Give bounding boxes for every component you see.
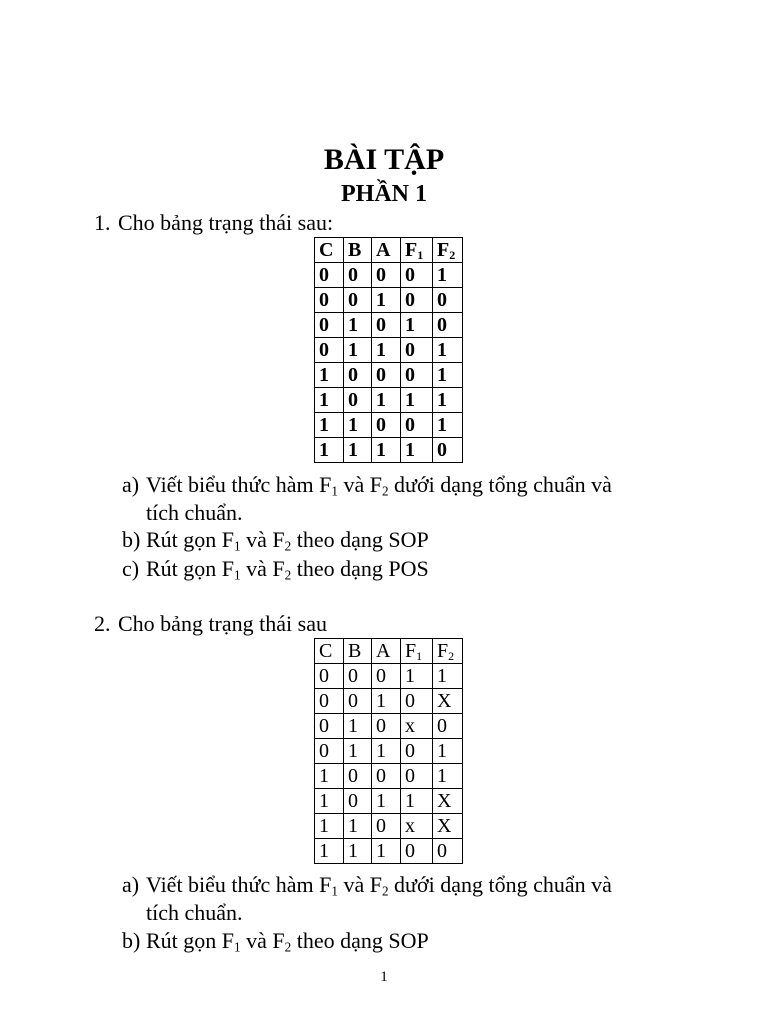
table-cell: 0 [344,363,372,388]
table-cell: 0 [315,689,344,714]
table-cell: 1 [315,413,344,438]
table-cell: 0 [433,438,463,463]
question-1-number: 1. [94,210,111,235]
table-cell: 0 [344,764,372,789]
table-header-cell: $F_2$ [433,238,463,263]
table-row [315,764,463,789]
item-text: theo dạng SOP [291,527,429,552]
item-label: b) [122,928,141,953]
table-cell: 1 [401,388,433,413]
table-cell: 1 [433,338,463,363]
table-header-row [315,639,463,664]
table-header-cell: B [344,639,372,664]
item-label: c) [122,556,140,581]
item-text: Rút gọn F [146,928,235,953]
table-cell: 1 [372,789,401,814]
table-row [315,789,463,814]
table-cell: 1 [401,313,433,338]
table-cell: 1 [372,438,401,463]
question-1-item-a [122,472,612,498]
table-cell: 1 [372,388,401,413]
truth-table-1 [314,237,463,463]
table-cell: 1 [315,388,344,413]
item-label: a) [122,872,140,897]
table-cell: 1 [344,714,372,739]
subscript: 2 [284,939,292,955]
table-cell: 0 [315,313,344,338]
table-row [315,363,463,388]
table-cell: 1 [401,664,433,689]
table-cell: 0 [344,789,372,814]
page-title: BÀI TẬP [323,143,445,176]
table-cell: 0 [401,263,433,288]
table-cell: 1 [401,789,433,814]
table-cell: 1 [344,739,372,764]
table-header-cell: A [372,639,401,664]
table-cell: 0 [433,288,463,313]
table-row [315,689,463,714]
table-header-row [315,238,463,263]
table-cell: 1 [315,839,344,864]
table-header-cell: C [315,238,344,263]
table-header-cell: B [344,238,372,263]
table-cell: 0 [372,764,401,789]
subscript: 2 [284,567,292,583]
table-cell: X [433,789,463,814]
table-header-cell: C [315,639,344,664]
table-header-cell: $F_1$ [401,238,433,263]
question-1-text: Cho bảng trạng thái sau: [118,210,334,235]
table-cell: 0 [372,263,401,288]
table-cell: 0 [433,839,463,864]
table-row [315,263,463,288]
table-cell: 0 [372,814,401,839]
question-2-item-a-continuation: tích chuẩn. [146,900,243,925]
table-row [315,388,463,413]
table-cell: 0 [315,338,344,363]
question-1-item-b [122,527,429,553]
table-cell: 0 [344,288,372,313]
question-1-item-c [122,556,429,582]
subscript: 1 [331,483,338,499]
table-cell: 0 [372,714,401,739]
table-cell: 0 [315,714,344,739]
question-1 [94,210,333,236]
table-cell: 1 [433,413,463,438]
table-cell: 1 [344,313,372,338]
item-text: Viết biểu thức hàm F [146,472,332,497]
table-cell: 0 [433,313,463,338]
table-row [315,814,463,839]
table-row [315,288,463,313]
page-number: 1 [380,969,388,985]
table-cell: 1 [315,438,344,463]
item-text: theo dạng SOP [291,928,429,953]
table-cell: 1 [315,764,344,789]
truth-table-2-body [315,639,463,864]
item-text: Rút gọn F [146,556,235,581]
table-cell: 1 [433,739,463,764]
table-row [315,714,463,739]
table-cell: 1 [433,263,463,288]
table-cell: X [433,689,463,714]
table-row [315,338,463,363]
table-cell: 1 [372,689,401,714]
table-row [315,413,463,438]
truth-table-2 [314,638,463,864]
table-cell: 1 [433,388,463,413]
table-cell: 1 [372,739,401,764]
subscript: 1 [234,939,241,955]
table-cell: 1 [372,338,401,363]
item-text: Rút gọn F [146,527,235,552]
item-text: theo dạng POS [291,556,429,581]
subscript: 2 [284,538,292,554]
table-row [315,739,463,764]
table-cell: 0 [372,313,401,338]
question-1-item-a-continuation: tích chuẩn. [146,500,243,525]
table-cell: 0 [344,388,372,413]
item-text: và F [240,527,285,552]
item-text: Viết biểu thức hàm F [146,872,332,897]
table-cell: 1 [315,814,344,839]
table-cell: 0 [401,338,433,363]
table-cell: 1 [315,789,344,814]
table-cell: x [401,814,433,839]
table-cell: 0 [372,413,401,438]
table-cell: 0 [433,714,463,739]
question-2-number: 2. [94,611,111,636]
table-cell: 1 [401,438,433,463]
table-cell: 0 [401,739,433,764]
table-row [315,839,463,864]
table-cell: 0 [315,739,344,764]
table-cell: 1 [344,413,372,438]
table-cell: 0 [344,664,372,689]
table-cell: 0 [372,363,401,388]
table-header-cell: $F_1$ [401,639,433,664]
table-cell: 1 [315,363,344,388]
table-cell: 0 [315,263,344,288]
item-text: và F [337,872,382,897]
subscript: 1 [234,567,241,583]
item-label: a) [122,472,140,497]
table-row [315,313,463,338]
table-row [315,664,463,689]
table-header-cell: A [372,238,401,263]
table-cell: 1 [372,839,401,864]
table-cell: 0 [372,664,401,689]
table-header-cell: $F_2$ [433,639,463,664]
item-label: b) [122,527,141,552]
item-text: và F [240,928,285,953]
truth-table-1-body [315,238,463,463]
table-cell: 1 [344,438,372,463]
subscript: 2 [381,883,389,899]
table-cell: 0 [401,413,433,438]
table-cell: 1 [433,764,463,789]
subscript: 1 [234,538,241,554]
table-cell: 0 [401,764,433,789]
table-cell: x [401,714,433,739]
table-cell: 0 [344,263,372,288]
item-text: và F [240,556,285,581]
table-cell: 0 [401,839,433,864]
question-2-text: Cho bảng trạng thái sau [118,611,327,636]
table-cell: 1 [344,338,372,363]
table-row [315,438,463,463]
table-cell: 0 [315,288,344,313]
table-cell: 1 [433,363,463,388]
table-cell: X [433,814,463,839]
question-2-item-b [122,928,429,954]
item-text: và F [337,472,382,497]
subscript: 2 [381,483,389,499]
table-cell: 0 [401,288,433,313]
table-cell: 1 [372,288,401,313]
table-cell: 0 [401,363,433,388]
question-2 [94,611,327,637]
item-text: dưới dạng tổng chuẩn và [388,872,612,897]
table-cell: 1 [344,814,372,839]
table-cell: 1 [344,839,372,864]
table-cell: 0 [344,689,372,714]
question-2-item-a [122,872,612,898]
table-cell: 1 [433,664,463,689]
page-subtitle: PHẦN 1 [341,181,427,207]
table-cell: 0 [315,664,344,689]
subscript: 1 [331,883,338,899]
item-text: dưới dạng tổng chuẩn và [388,472,612,497]
table-cell: 0 [401,689,433,714]
